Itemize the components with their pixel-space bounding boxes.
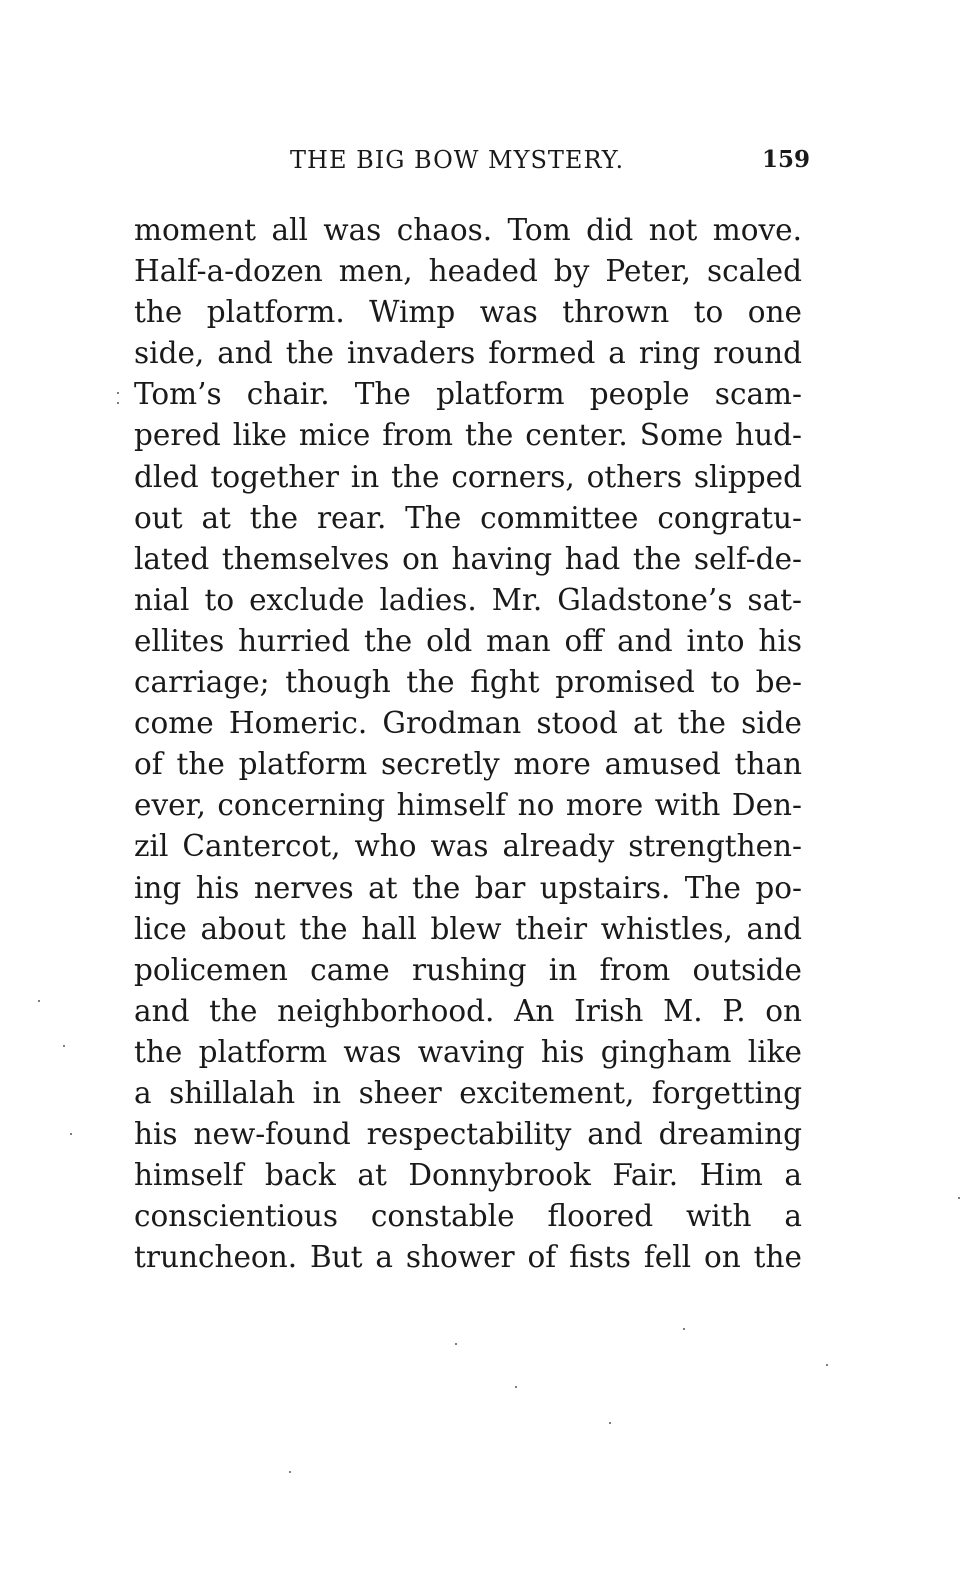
text-line: out at the rear. The committee congratu- — [134, 500, 802, 535]
text-line: dled together in the corners, others slipped — [134, 459, 802, 494]
text-line: ellites hurried the old man off and into his — [134, 623, 802, 658]
text-line: conscientious constable floored with a — [134, 1199, 802, 1234]
running-title: THE BIG BOW MYSTERY. — [290, 146, 625, 174]
scan-speck — [63, 1045, 65, 1047]
scan-speck — [117, 402, 119, 404]
scan-speck — [609, 1422, 611, 1424]
text-line: the platform. Wimp was thrown to one — [134, 295, 802, 330]
scan-speck — [958, 1197, 960, 1199]
text-line: and the neighborhood. An Irish M. P. on — [134, 993, 802, 1028]
scan-speck — [455, 1343, 457, 1345]
text-line: policemen came rushing in from outside — [134, 952, 802, 987]
text-line: come Homeric. Grodman stood at the side — [134, 706, 802, 741]
scan-speck — [117, 392, 119, 394]
scan-speck — [38, 1000, 40, 1002]
text-line: the platform was waving his gingham like — [134, 1034, 802, 1069]
page-number: 159 — [761, 146, 810, 173]
running-head — [290, 146, 810, 182]
text-line: himself back at Donnybrook Fair. Him a — [134, 1158, 802, 1193]
text-line: his new-found respectability and dreaming — [134, 1117, 802, 1152]
body-text — [134, 210, 802, 1278]
text-line: lated themselves on having had the self-de- — [134, 541, 802, 576]
scan-speck — [289, 1471, 291, 1473]
text-line: nial to exclude ladies. Mr. Gladstone’s sat- — [134, 582, 802, 617]
text-line: side, and the invaders formed a ring round — [134, 336, 802, 371]
text-line: carriage; though the fight promised to be- — [134, 665, 802, 700]
text-line: of the platform secretly more amused than — [134, 747, 802, 782]
text-line: truncheon. But a shower of fists fell on the — [134, 1240, 802, 1275]
text-line: ever, concerning himself no more with Den- — [134, 788, 802, 823]
text-line: lice about the hall blew their whistles, and — [134, 911, 802, 946]
scan-speck — [683, 1328, 685, 1330]
scan-speck — [826, 1364, 828, 1366]
text-line: zil Cantercot, who was already strengthen- — [134, 829, 802, 864]
text-line: moment all was chaos. Tom did not move. — [134, 213, 802, 247]
scan-speck — [515, 1386, 517, 1388]
text-line: pered like mice from the center. Some hud- — [134, 418, 802, 453]
text-line: a shillalah in sheer excitement, forgetting — [134, 1075, 802, 1110]
text-line: Tom’s chair. The platform people scam- — [134, 377, 802, 412]
text-line: ing his nerves at the bar upstairs. The po- — [134, 870, 802, 905]
text-line: Half-a-dozen men, headed by Peter, scaled — [134, 254, 802, 289]
scan-speck — [70, 1133, 72, 1135]
